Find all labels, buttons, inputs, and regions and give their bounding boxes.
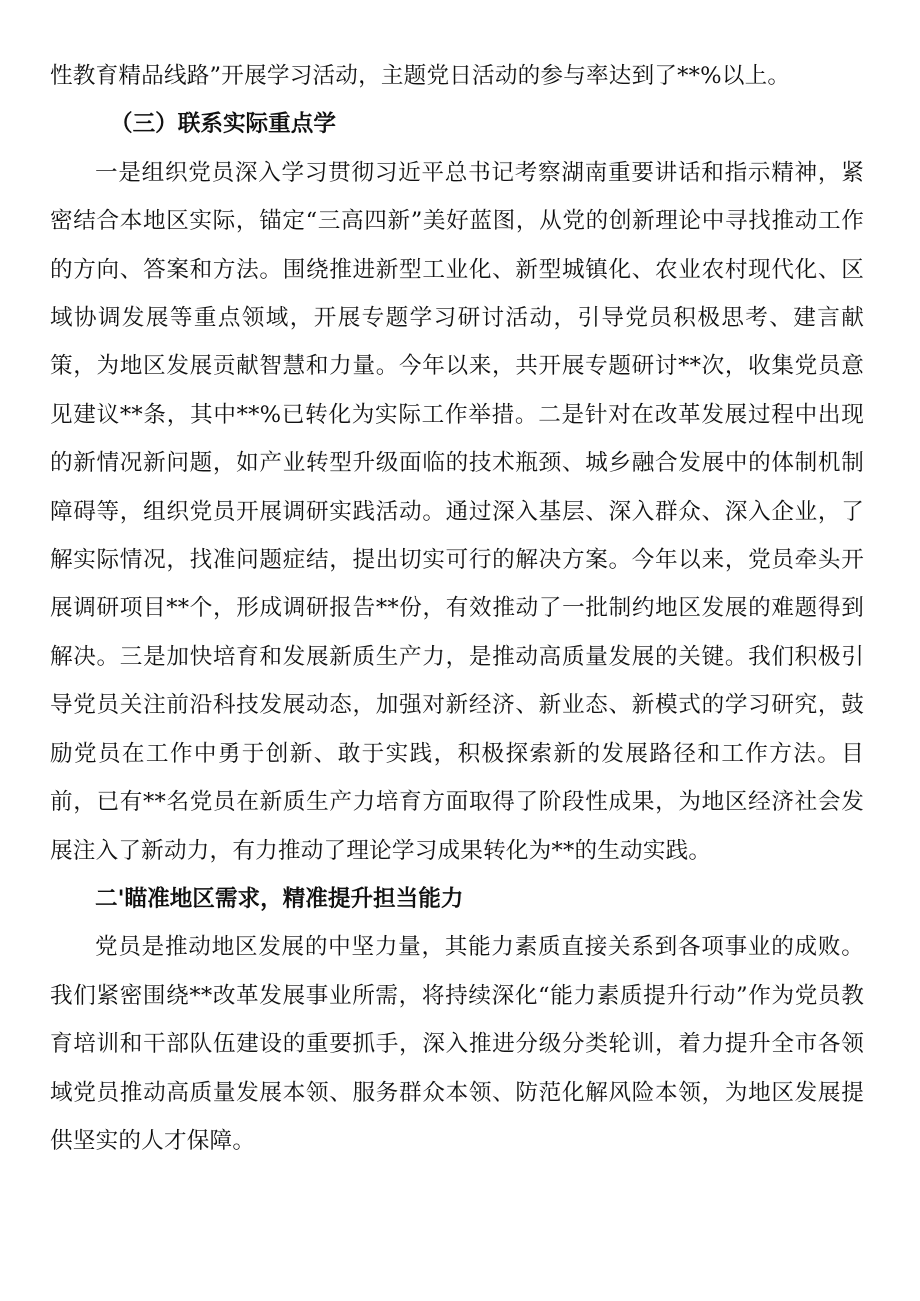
section-heading: 二'瞄准地区需求，精准提升担当能力 [95, 885, 464, 912]
document-page [50, 52, 864, 1165]
paragraph-capability: 党员是推动地区发展的中坚力量，其能力素质直接关系到各项事业的成败。我们紧密围绕**改革发展事业所需，将持续深化“能力素质提升行动”作为党员教育培训和干部队伍建设的重要抓手，深入推进分级分类轮训，着力提升全市各领域党员推动高质量发展本领、服务群众本领、防范化解风险本领，为地区发展提供坚实的人才保障。 [50, 934, 864, 1154]
paragraph-practice-study: 一是组织党员深入学习贯彻习近平总书记考察湖南重要讲话和指示精神，紧密结合本地区实际，锚定“三高四新”美好蓝图，从党的创新理论中寻找推动工作的方向、答案和方法。围绕推进新型工业化、新型城镇化、农业农村现代化、区域协调发展等重点领域，开展专题学习研讨活动，引导党员积极思考、建言献策，为地区发展贡献智慧和力量。今年以来，共开展专题研讨**次，收集党员意见建议**条，其中**%已转化为实际工作举措。二是针对在改革发展过程中出现的新情况新问题，如产业转型升级面临的技术瓶颈、城乡融合发展中的体制机制障碍等，组织党员开展调研实践活动。通过深入基层、深入群众、深入企业，了解实际情况，找准问题症结，提出切实可行的解决方案。今年以来，党员牵头开展调研项目**个，形成调研报告**份，有效推动了一批制约地区发展的难题得到解决。三是加快培育和发展新质生产力，是推动高质量发展的关键。我们积极引导党员关注前沿科技发展动态，加强对新经济、新业态、新模式的学习研究，鼓励党员在工作中勇于创新、敢于实践，积极探索新的发展路径和工作方法。目前，已有**名党员在新质生产力培育方面取得了阶段性成果，为地区经济社会发展注入了新动力，有力推动了理论学习成果转化为**的生动实践。 [50, 159, 864, 864]
section-subheading: （三）联系实际重点学 [110, 111, 336, 138]
paragraph-continuation: 性教育精品线路”开展学习活动，主题党日活动的参与率达到了**%以上。 [50, 63, 791, 89]
